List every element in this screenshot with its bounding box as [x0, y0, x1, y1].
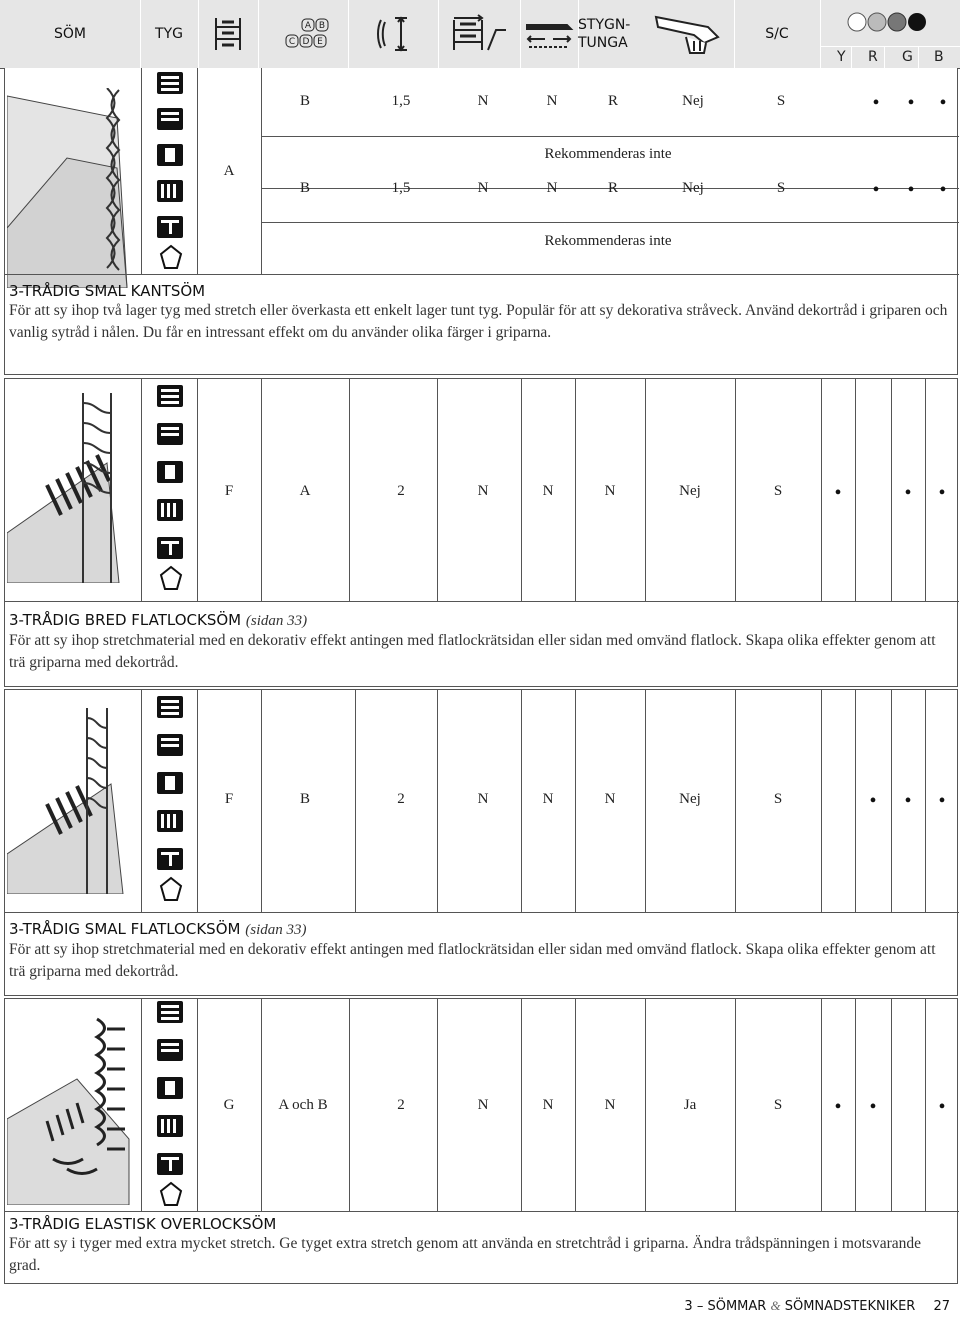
dot-b: • — [939, 92, 947, 114]
cell-foot: Nej — [682, 93, 704, 109]
thread-color-circles-icon — [846, 10, 930, 39]
cell-needle: F — [224, 791, 234, 807]
cell-fabric: B — [299, 791, 311, 807]
dot-g: • — [904, 790, 912, 812]
stitch-icons — [153, 385, 189, 600]
stitch-description: För att sy ihop stretchmaterial med en dekorativ effekt antingen med flatlockrätsidan eller sidan med omvänd flatlock. Skapa olika effekter genom att trä griparna med dekortråd. — [9, 632, 936, 671]
stitch-title-text: 3-TRÅDIG SMAL KANTSÖM — [9, 282, 206, 300]
cell-diff: N — [477, 1097, 489, 1113]
cell-tongue: R — [607, 180, 619, 196]
abc-label: E — [317, 37, 323, 47]
note-not-recommended: Rekommenderas inte — [544, 233, 672, 249]
stitch-description: För att sy ihop två lager tyg med stretch eller överkasta ett enkelt lager tunt tyg. Populär för att sy dekorativa stråveck. Använd dekortråd i griparen och vanlig sytråd i nålen. Du får en intressant effekt om du använder olika färger i griparna. — [9, 302, 948, 341]
cell-tongue: R — [607, 93, 619, 109]
cell-width: 2 — [397, 791, 405, 807]
color-labels — [820, 46, 960, 69]
cell-needle: B — [299, 180, 311, 196]
stitch-illustration — [7, 1009, 143, 1205]
dot-g: • — [907, 179, 915, 201]
cell-tongue: N — [604, 791, 616, 807]
stitch-description: För att sy ihop stretchmaterial med en dekorativ effekt antingen med flatlockrätsidan eller sidan med omvänd flatlock. Skapa olika effekter genom att trä griparna med dekortråd. — [9, 941, 936, 980]
abc-label: B — [318, 21, 326, 31]
dot-r: • — [872, 92, 880, 114]
cell-diff: N — [477, 483, 489, 499]
stitch-section-bred-flatlocksom — [4, 378, 958, 687]
needle-position-icon — [258, 0, 348, 68]
stitch-title — [9, 611, 953, 630]
cell-sc: S — [776, 180, 786, 196]
presser-plate-icons — [153, 385, 189, 595]
header-sc: S/C — [765, 26, 789, 42]
footer-section: SÖMNADSTEKNIKER — [784, 1299, 916, 1314]
cell-tongue: N — [604, 483, 616, 499]
cell-diff: N — [477, 180, 489, 196]
page-number: 27 — [933, 1299, 950, 1314]
cell-foot: Nej — [679, 791, 701, 807]
stitch-illustration — [7, 88, 143, 288]
stitch-illustration — [7, 704, 143, 894]
dot-r: • — [869, 790, 877, 812]
cell-width: 2 — [397, 1097, 405, 1113]
table-header — [0, 0, 960, 69]
cell-needle: G — [223, 1097, 235, 1113]
abc-label: D — [302, 37, 310, 47]
presser-plate-icons — [153, 1001, 189, 1211]
dot-g: • — [907, 92, 915, 114]
cell-width: 1,5 — [391, 93, 411, 109]
cell-needle: B — [299, 93, 311, 109]
presser-foot-icon — [642, 0, 734, 68]
dot-r: • — [869, 1096, 877, 1118]
stitch-width-icon — [348, 0, 438, 68]
cell-feed: N — [542, 483, 554, 499]
footer-ornament: & — [770, 1298, 781, 1313]
stitch-section-elastisk-overlocksom — [4, 998, 958, 1284]
cell-foot: Ja — [683, 1097, 697, 1113]
dot-b: • — [938, 1096, 946, 1118]
header-stygntunga-line2: TUNGA — [578, 35, 628, 51]
stitch-title-text: 3-TRÅDIG SMAL FLATLOCKSÖM — [9, 920, 241, 938]
cell-diff: N — [477, 791, 489, 807]
dot-r: • — [872, 179, 880, 201]
dot-b: • — [938, 482, 946, 504]
stitch-description: För att sy i tyger med extra mycket stretch. Ge tyget extra stretch genom att använda en stretchtråd i griparna. Ändra trådspänningen i motsvarande grad. — [9, 1235, 922, 1274]
footer-chapter: 3 – SÖMMAR — [684, 1299, 767, 1314]
stitch-icons — [153, 696, 189, 911]
color-label-y: Y — [837, 49, 846, 65]
feed-arrows-icon — [520, 0, 578, 68]
cell-tongue: N — [604, 1097, 616, 1113]
stitch-icons — [153, 72, 189, 277]
color-label-g: G — [902, 49, 913, 65]
color-label-r: R — [868, 49, 878, 65]
looper-tension-icon — [198, 0, 258, 68]
dot-b: • — [939, 179, 947, 201]
dot-y: • — [834, 1096, 842, 1118]
cell-foot: Nej — [679, 483, 701, 499]
stitch-title — [9, 920, 953, 939]
cell-sc: S — [773, 791, 783, 807]
abc-label: A — [304, 21, 312, 31]
dot-b: • — [938, 790, 946, 812]
presser-plate-icons — [153, 72, 189, 272]
cell-sc: S — [773, 483, 783, 499]
stitch-section-smal-kantsom — [4, 68, 958, 375]
cell-feed: N — [542, 791, 554, 807]
cell-foot: Nej — [682, 180, 704, 196]
cell-feed: N — [542, 1097, 554, 1113]
cell-feed: N — [546, 93, 558, 109]
stitch-title — [9, 1215, 953, 1233]
color-label-b: B — [934, 49, 944, 65]
dot-g: • — [904, 482, 912, 504]
differential-feed-icon — [438, 0, 520, 68]
cell-feed: N — [546, 180, 558, 196]
stitch-title — [9, 282, 953, 300]
stitch-illustration — [7, 393, 143, 583]
cell-diff: N — [477, 93, 489, 109]
abc-label: C — [288, 37, 296, 47]
stitch-title-text: 3-TRÅDIG BRED FLATLOCKSÖM — [9, 611, 242, 629]
page-reference: (sidan 33) — [245, 922, 307, 938]
stitch-icons — [153, 1001, 189, 1216]
note-not-recommended: Rekommenderas inte — [544, 146, 672, 162]
header-stygntunga-line1: STYGN- — [578, 17, 631, 33]
stitch-title-text: 3-TRÅDIG ELASTISK OVERLOCKSÖM — [9, 1215, 277, 1233]
page-footer — [684, 1298, 950, 1314]
fabric-value: A — [223, 163, 235, 179]
cell-sc: S — [776, 93, 786, 109]
cell-fabric: A — [299, 483, 311, 499]
cell-width: 2 — [397, 483, 405, 499]
page-reference: (sidan 33) — [245, 613, 308, 629]
cell-width: 1,5 — [391, 180, 411, 196]
cell-sc: S — [773, 1097, 783, 1113]
cell-fabric: A och B — [278, 1097, 328, 1113]
presser-plate-icons — [153, 696, 189, 906]
header-stygntunga — [578, 0, 642, 68]
header-som: SÖM — [54, 26, 86, 42]
dot-y: • — [834, 482, 842, 504]
header-tyg: TYG — [155, 26, 183, 42]
cell-needle: F — [224, 483, 234, 499]
stitch-section-smal-flatlocksom — [4, 689, 958, 996]
